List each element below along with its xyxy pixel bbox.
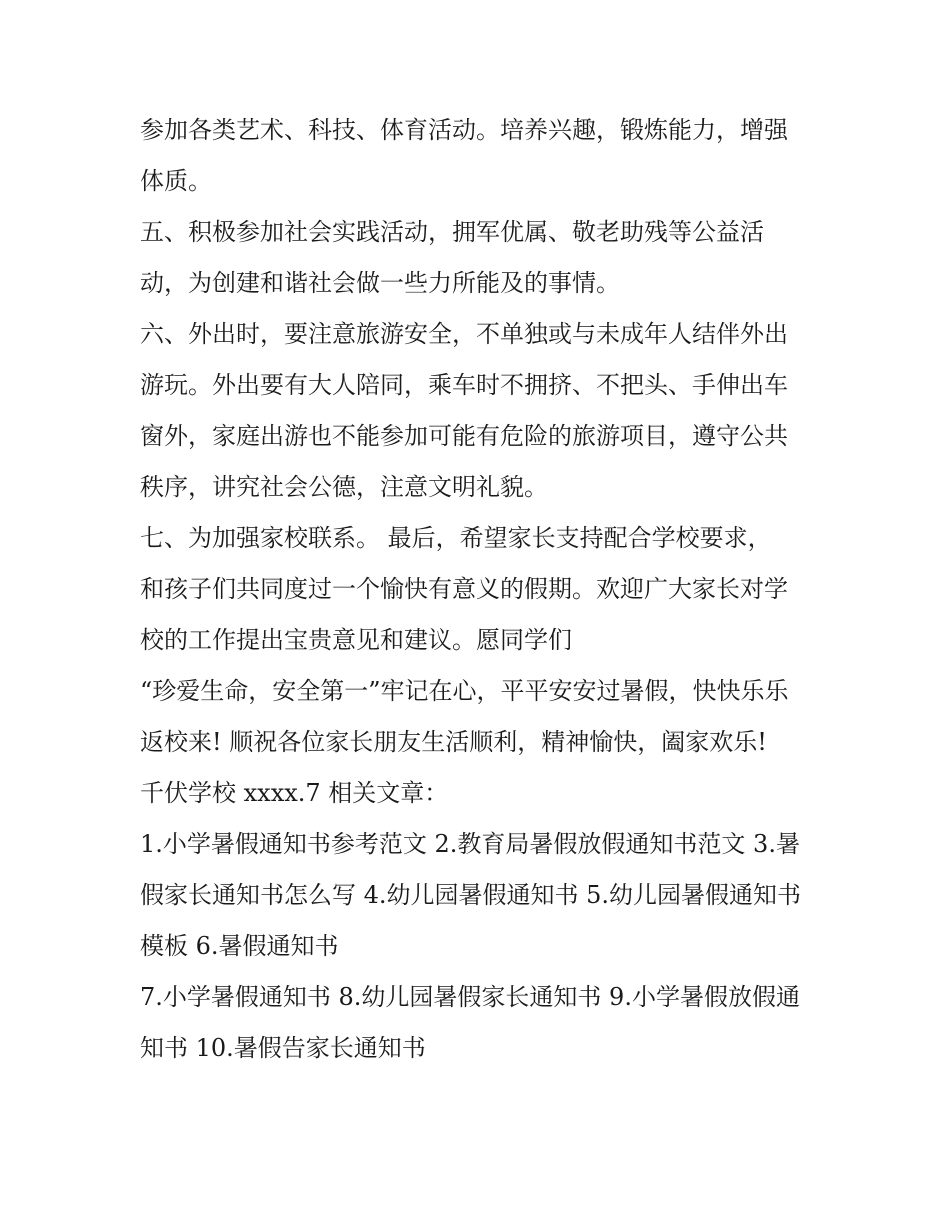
related-articles-line: 知书 10.暑假告家长通知书 xyxy=(140,1034,426,1062)
text-line: 返校来! 顺祝各位家长朋友生活顺利，精神愉快，阖家欢乐! xyxy=(140,728,767,756)
related-articles-line: 假家长通知书怎么写 4.幼儿园暑假通知书 5.幼儿园暑假通知书 xyxy=(140,881,802,909)
text-line: “珍爱生命，安全第一”牢记在心，平平安安过暑假，快快乐乐 xyxy=(140,677,789,705)
text-line: 和孩子们共同度过一个愉快有意义的假期。欢迎广大家长对学 xyxy=(140,575,788,603)
text-line: 五、积极参加社会实践活动，拥军优属、敬老助残等公益活 xyxy=(140,218,764,246)
text-line: 游玩。外出要有大人陪同，乘车时不拥挤、不把头、手伸出车 xyxy=(140,371,788,399)
text-line: 动，为创建和谐社会做一些力所能及的事情。 xyxy=(140,269,620,297)
text-line: 窗外，家庭出游也不能参加可能有危险的旅游项目，遵守公共 xyxy=(140,422,788,450)
text-line: 六、外出时，要注意旅游安全，不单独或与未成年人结伴外出 xyxy=(140,320,788,348)
text-line: 七、为加强家校联系。 最后，希望家长支持配合学校要求， xyxy=(140,524,772,552)
document-body xyxy=(140,105,820,1074)
text-line: 校的工作提出宝贵意见和建议。愿同学们 xyxy=(140,626,572,654)
related-articles-line: 7.小学暑假通知书 8.幼儿园暑假家长通知书 9.小学暑假放假通 xyxy=(140,983,800,1011)
text-line: 参加各类艺术、科技、体育活动。培养兴趣，锻炼能力，增强 xyxy=(140,116,788,144)
related-articles-line: 模板 6.暑假通知书 xyxy=(140,932,339,960)
text-line: 秩序，讲究社会公德，注意文明礼貌。 xyxy=(140,473,548,501)
related-articles-line: 1.小学暑假通知书参考范文 2.教育局暑假放假通知书范文 3.暑 xyxy=(140,830,800,858)
text-line: 千伏学校 xxxx.7 相关文章： xyxy=(140,779,449,807)
text-line: 体质。 xyxy=(140,167,212,195)
